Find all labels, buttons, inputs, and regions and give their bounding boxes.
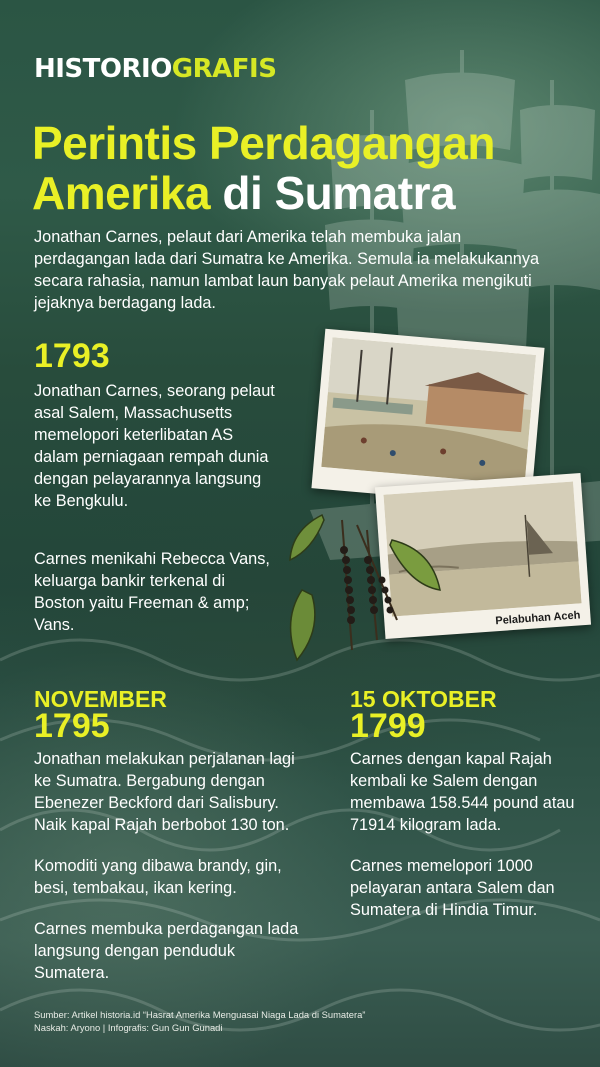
footer-source: Sumber: Artikel historia.id “Hasrat Amerika Menguasai Niaga Lada di Sumatera”: [34, 1009, 366, 1020]
section-1795-paragraph-2: Komoditi yang dibawa brandy, gin, besi, tembakau, ikan kering.: [34, 857, 282, 897]
photo-caption-aceh: Pelabuhan Aceh: [494, 609, 581, 628]
year-1793-heading: 1793: [34, 337, 110, 375]
section-1793-paragraph-2: Carnes menikahi Rebecca Vans, keluarga bankir terkenal di Boston yaitu Freeman & amp; Vans.: [34, 550, 270, 634]
section-1799-paragraph-1: Carnes dengan kapal Rajah kembali ke Salem dengan membawa 158.544 pound atau 71914 kilogram lada.: [350, 750, 575, 834]
title-highlight: Amerika: [32, 167, 211, 219]
salem-harbor-illustration: [321, 337, 536, 484]
page-title: [32, 118, 572, 218]
section-1799-paragraph-2: Carnes memelopori 1000 pelayaran antara Salem dan Sumatera di Hindia Timur.: [350, 857, 555, 919]
section-1795-paragraph-3: Carnes membuka perdagangan lada langsung dengan penduduk Sumatera.: [34, 920, 299, 982]
month-oktober-heading: 15 OKTOBER: [350, 686, 497, 712]
intro-paragraph: Jonathan Carnes, pelaut dari Amerika telah membuka jalan perdagangan lada dari Sumatra ke Amerika. Semula ia melakukannya secara rahasia, namun lambat laun banyak pelaut Amerika mengikuti jejaknya berdagang lada.: [34, 228, 540, 312]
month-november-heading: NOVEMBER: [34, 686, 167, 712]
section-1795-paragraph-1: Jonathan melakukan perjalanan lagi ke Sumatra. Bergabung dengan Ebenezer Beckford dari Salisbury. Naik kapal Rajah berbobot 130 ton.: [34, 750, 295, 834]
footer-credits: Naskah: Aryono | Infografis: Gun Gun Gunadi: [34, 1022, 223, 1033]
historiografis-logo: [34, 56, 276, 82]
logo-text-part2: GRAFIS: [171, 54, 277, 84]
year-1795-heading: 1795: [34, 707, 110, 745]
section-1793-paragraph-1: Jonathan Carnes, seorang pelaut asal Salem, Massachusetts memelopori keterlibatan AS dalam perniagaan rempah dunia dengan pelayarannya langsung ke Bengkulu.: [34, 382, 275, 510]
logo-text-part1: HISTORIO: [34, 54, 172, 84]
title-rest: di Sumatra: [210, 167, 456, 219]
title-line1: Perintis Perdagangan: [32, 117, 495, 169]
year-1799-heading: 1799: [350, 707, 426, 745]
pepper-plant-illustration: [282, 500, 442, 670]
